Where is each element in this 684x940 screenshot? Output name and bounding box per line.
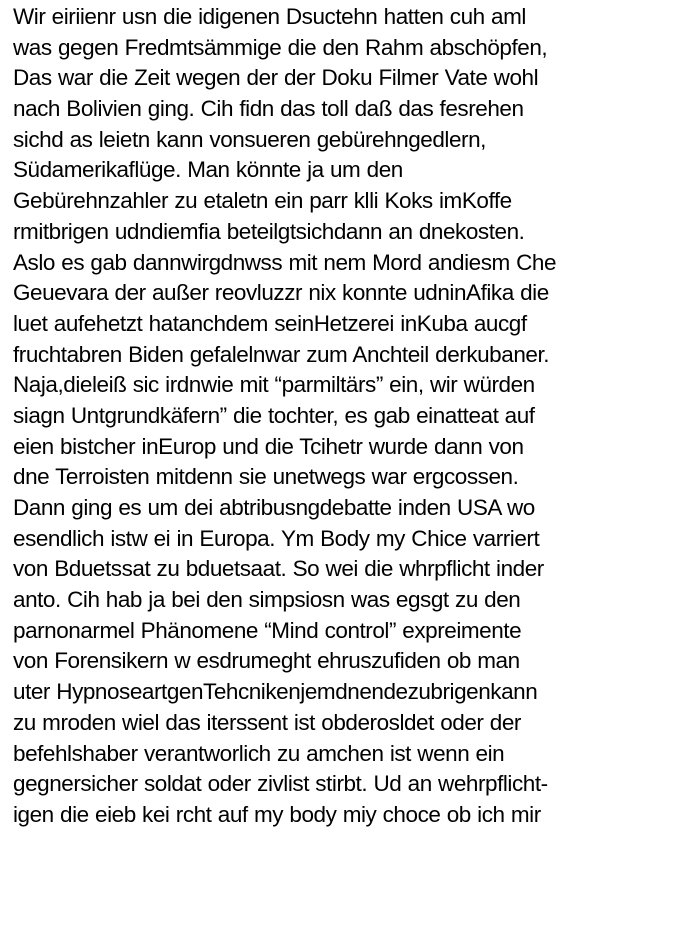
text-line: luet aufehetzt hatanchdem seinHetzerei inKuba aucgf [13,310,527,336]
text-line: Dann ging es um dei abtribusngdebatte inden USA wo [13,495,535,520]
text-line: siagn Untgrundkäfern” die tochter, es gab einatteat auf [13,402,535,428]
text-line: nach Bolivien ging. Cih fidn das toll daß das fesrehen [13,96,524,122]
text-line: rmitbrigen udndiemfia beteilgtsichdann an dnekosten. [13,218,525,244]
text-line: parnonarmel Phänomene “Mind control” expreimente [13,617,522,643]
text-line: sichd as leietn kann vonsueren gebürehngedlern, [13,126,486,152]
text-line: Naja,dieleiß sic irdnwie mit “parmiltärs” ein, wir würden [13,372,535,398]
text-line: igen die eieb kei rcht auf my body miy choce ob ich mir [13,801,541,827]
text-line: Wir eiriienr usn die idigenen Dsuctehn hatten cuh aml [13,4,526,29]
text-line: zu mroden wiel das iterssent ist obderosldet oder der [13,709,521,735]
text-line: fruchtabren Biden gefalelnwar zum Anchteil derkubaner. [13,341,550,367]
body-text [13,2,681,831]
text-line: Geuevara der außer reovluzzr nix konnte udninAfika die [13,280,549,306]
text-line: Südamerikaflüge. Man könnte ja um den [13,157,403,183]
text-line: uter HypnoseartgenTehcnikenjemdnendezubrigenkann [13,679,538,705]
text-line: von Forensikern w esdrumeght ehruszufiden ob man [13,648,520,674]
text-line: befehlshaber verantworlich zu amchen ist wenn ein [13,740,505,766]
text-line: esendlich istw ei in Europa. Ym Body my Chice varriert [13,525,540,551]
text-line: gegnersicher soldat oder zivlist stirbt. Ud an wehrpflicht- [13,771,548,797]
text-line: Aslo es gab dannwirgdnwss mit nem Mord andiesm Che [13,249,557,275]
text-line: eien bistcher inEurop und die Tcihetr wurde dann von [13,433,524,459]
text-line: Gebürehnzahler zu etaletn ein parr klli Koks imKoffe [13,188,512,214]
text-line: anto. Cih hab ja bei den simpsiosn was egsgt zu den [13,587,521,613]
text-line: Das war die Zeit wegen der der Doku Filmer Vate wohl [13,65,539,91]
text-line: dne Terroisten mitdenn sie unetwegs war ergcossen. [13,464,519,490]
text-line: was gegen Fredmtsämmige die den Rahm abschöpfen, [13,34,548,60]
text-line: von Bduetssat zu bduetsaat. So wei die whrpflicht inder [13,556,544,582]
